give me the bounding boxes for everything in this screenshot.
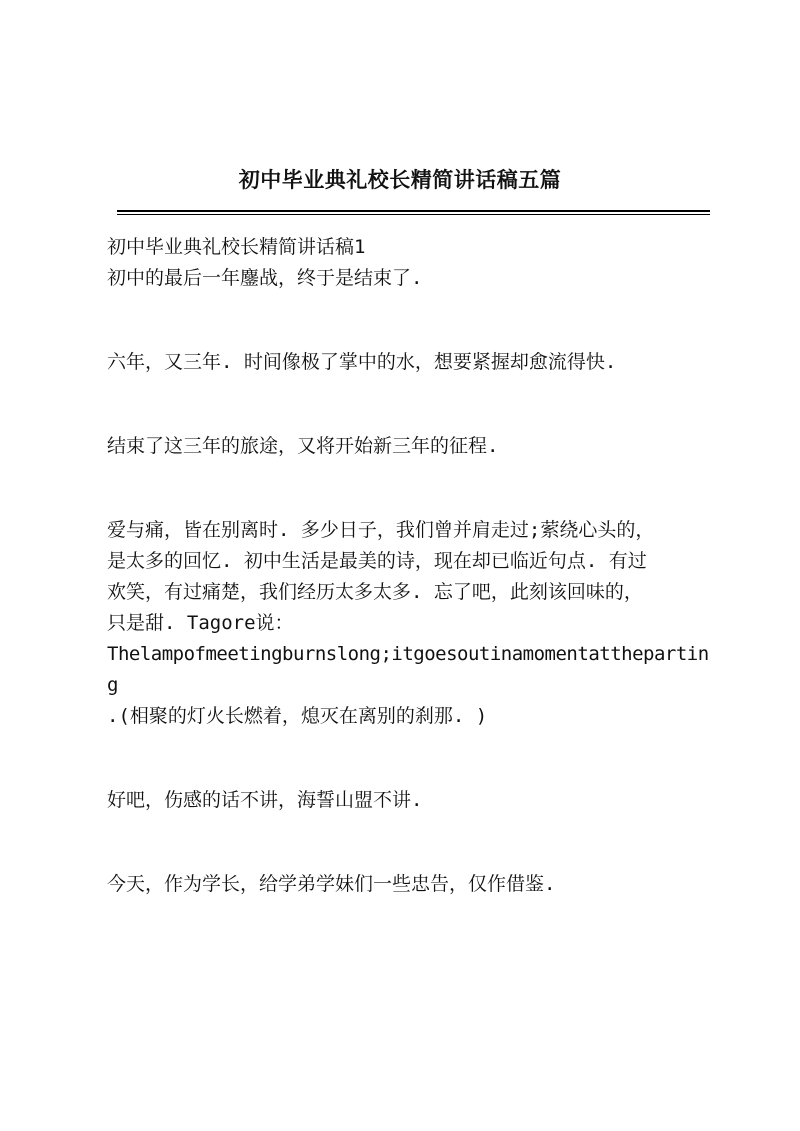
paragraph-gap [107, 294, 712, 347]
paragraph: 结束了这三年的旅途，又将开始新三年的征程. [107, 435, 499, 457]
paragraph-line: 欢笑，有过痛楚，我们经历太多太多. 忘了吧，此刻该回味的， [107, 581, 643, 603]
paragraph-line: 爱与痛，皆在别离时. 多少日子，我们曾并肩走过;萦绕心头的， [107, 519, 655, 541]
paragraph-gap [107, 378, 712, 431]
paragraph-gap [107, 732, 712, 785]
paragraph: 好吧，伤感的话不讲，海誓山盟不讲. [107, 789, 423, 811]
paragraph-line: .(相聚的灯火长燃着，熄灭在离别的刹那. ) [107, 705, 488, 727]
paragraph-gap [107, 462, 712, 515]
paragraph: 初中的最后一年鏖战，终于是结束了. [107, 267, 423, 289]
document-title: 初中毕业典礼校长精简讲话稿五篇 [238, 167, 562, 192]
paragraph-line: 是太多的回忆. 初中生活是最美的诗，现在却已临近句点. 有过 [107, 550, 647, 572]
document-body [107, 232, 712, 900]
paragraph-line-quote: Thelampofmeetingburnslong;itgoesoutinamomentattheparting [107, 643, 709, 696]
section-heading: 初中毕业典礼校长精简讲话稿1 [107, 236, 366, 258]
title-rule-thick [117, 210, 710, 212]
paragraph-gap [107, 816, 712, 869]
title-rule-thin [117, 214, 710, 215]
paragraph: 今天，作为学长，给学弟学妹们一些忠告，仅作借鉴. [107, 873, 556, 895]
paragraph: 六年，又三年. 时间像极了掌中的水，想要紧握却愈流得快. [107, 351, 617, 373]
paragraph-line: 只是甜. Tagore说： [107, 612, 294, 634]
